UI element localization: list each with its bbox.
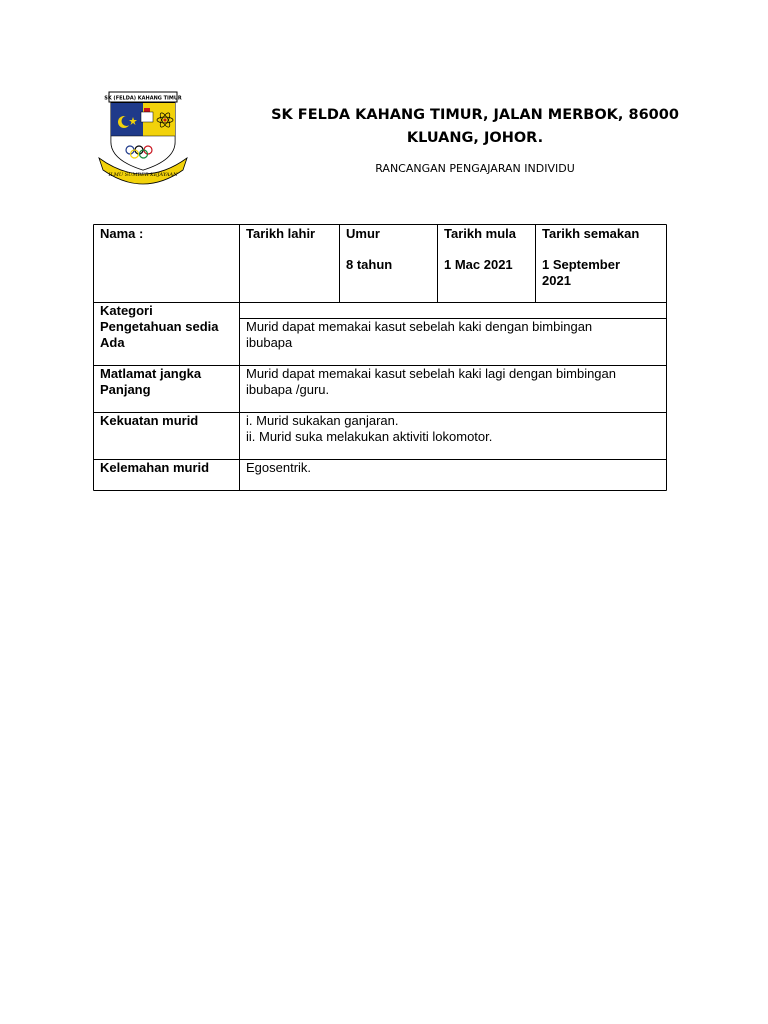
nama-label: Nama : [100, 226, 144, 241]
tarikh-mula-value: 1 Mac 2021 [444, 257, 513, 272]
document-subtitle: RANCANGAN PENGAJARAN INDIVIDU [375, 162, 575, 175]
row-value-kelemahan: Egosentrik. [246, 460, 312, 475]
row-label-kekuatan: Kekuatan murid [100, 413, 199, 428]
row-value-matlamat: Murid dapat memakai kasut sebelah kaki lagi dengan bimbingan ibubapa /guru. [246, 366, 616, 397]
row-value-kekuatan: i. Murid sukakan ganjaran. ii. Murid suka melakukan aktiviti lokomotor. [246, 413, 493, 444]
row-label-pengetahuan: Pengetahuan sedia Ada [100, 319, 219, 350]
row-label-matlamat: Matlamat jangka Panjang [100, 366, 202, 397]
school-logo [97, 90, 189, 186]
kategori-label: Kategori [100, 303, 153, 318]
school-name-line1: SK FELDA KAHANG TIMUR, JALAN MERBOK, 86000 [271, 107, 679, 123]
school-name-line2: KLUANG, JOHOR. [406, 130, 544, 146]
umur-value: 8 tahun [346, 257, 393, 272]
tarikh-semakan-label: Tarikh semakan [542, 226, 640, 241]
logo-banner-text: SK (FELDA) KAHANG TIMUR [104, 95, 182, 102]
tarikh-mula-label: Tarikh mula [444, 226, 517, 241]
logo-motto: ILMU SUMBER KEJAYAAN [108, 172, 178, 178]
row-value-pengetahuan: Murid dapat memakai kasut sebelah kaki dengan bimbingan ibubapa [246, 319, 593, 350]
umur-label: Umur [346, 226, 380, 241]
tarikh-semakan-value: 1 September 2021 [542, 257, 621, 288]
row-label-kelemahan: Kelemahan murid [100, 460, 210, 475]
tarikh-lahir-label: Tarikh lahir [246, 226, 316, 241]
